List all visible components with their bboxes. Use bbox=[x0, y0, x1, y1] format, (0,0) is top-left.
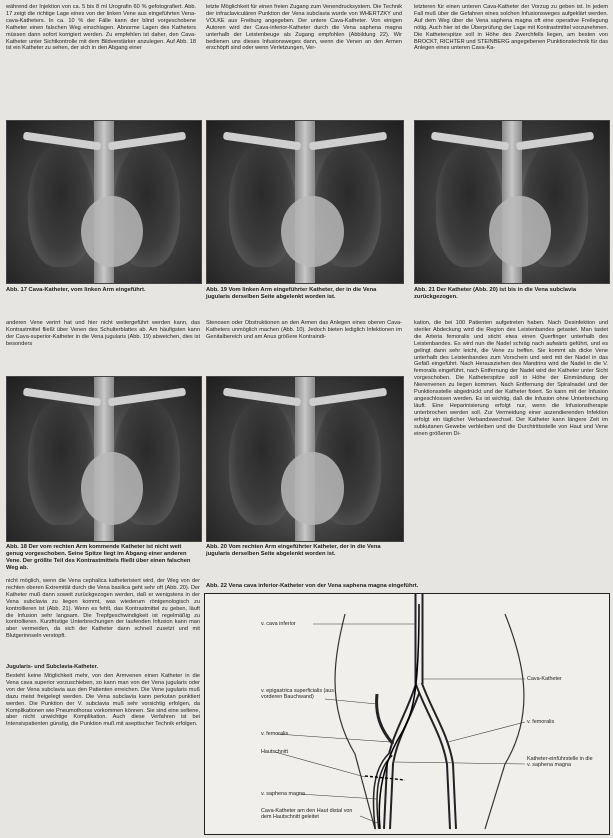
column1-top-text: während der Injektion von ca. 5 bis 8 ml Urografin 60 % gefotografiert. Abb. 17 zeigt die richtige Lage eines von der linken Vene aus eingeführten Vena-cava-Katheters. In ca. 10 % der Fälle kann der blind vorgeschobene Katheter einen falschen Weg einschlagen. Abnorme Lagen des Katheters müssen dann sofort korrigiert werden. Zu empfehlen ist daher, den Cava-Katheter unter Sichtkontrolle mit dem Bildverstärker anzulegen. Auf Abb. 18 ist ein Katheter zu sehen, der sich in den Abgang einer bbox=[6, 4, 196, 52]
label-saphena: v. saphena magna bbox=[261, 791, 305, 797]
label-hautschnitt: Hautschnitt bbox=[261, 749, 288, 755]
xray-image-abb19 bbox=[206, 120, 404, 284]
caption-abb20: Abb. 20 Vom rechten Arm eingeführter Katheter, der in die Vena jugularis derselben Seite abgelenkt worden ist. bbox=[206, 544, 381, 557]
column3-long-text: kation, die bei 100 Patienten aufgetreten haben. Nach Desinfektion und steriler Abdeckung wird die Region des Leistenbandes getastet. Man tastet die Arteria femoralis und sticht etwa einen Querfinger unterhalb des Leistenbandes. Es wird nun die Nadel schräg nach aufwärts geführt, und es gelingt dann sehr leicht, die Vene zu treffen. Sie kommt als dicke Vene unterhalb des Leistenbandes zum Vorschein und wird mit der Nadel in das Gefäß eingeführt. Nach Herausziehen des Mandrins wird die Nadel in die V. femoralis eingeführt, nach Entfernung der Nadel wird der Katheter unter Sicht vorgeschoben. Die Katheterspitze soll in Höhe der Einmündung der Nierenvenen zu liegen kommen. Nach Entfernung der Spiralnadel und der Punktionsstelle abgedrückt und der Katheter fixiert. So kann mit der Infusion angeschlossen werden. Es ist wichtig, daß die Infusion ohne Unterbrechung läuft. Eine Heparinisierung erfolgt nur, wenn die Infusionstherapie unterbrochen werden soll. Zur Vermeidung einer aszendierenden Infektion erfolgt ein täglicher Verbandswechsel. Der Katheter kann längere Zeit im subkutanen Gewebe verbleiben und die Durchtrittsstelle von Haut und Vene einen größeren Di- bbox=[414, 320, 608, 437]
xray-image-abb17 bbox=[6, 120, 202, 284]
label-fixiert: Cava-Katheter am den Haut distal von dem Hautschnitt geleitet bbox=[261, 808, 353, 821]
label-femoralis: v. femoralis bbox=[261, 731, 289, 737]
caption-abb18: Abb. 18 Der vom rechten Arm kommende Katheter ist nicht weit genug vorgeschoben. Seine Spitze liegt im Abgang einer anderen Vene. Der größte Teil des Kontrastmittels fließt über einen falschen Weg ab. bbox=[6, 544, 191, 571]
vein-diagram-svg bbox=[205, 594, 609, 834]
xray-image-abb20 bbox=[206, 376, 404, 542]
column1-bottom-text: nicht möglich, wenn die Vena cephalica katheterisiert wird, der Weg von der rechten oberen Extremität durch die Vena basilica geht sehr oft (Abb. 20). Der Katheter muß dann soweit zurückgezogen werden, daß er wenigstens in der Vena subclavia zu liegen kommt, was wiederum röntgenologisch zu kontrollieren ist (Abb. 21). Wenn es fehlt, das Kontrastmittel zu geben, läuft die Infusion sehr langsam. Die Trepfgeschwindigkeit ist regelmäßig zu kontrollieren. Kurzfristige Unterbrechungen der laufenden Infusion kann man aber vermeiden, da sich der Katheter dann schnell zusetzt und mit Blutgerinnseln verstopft. bbox=[6, 578, 200, 640]
caption-abb22: Abb. 22 Vena cava inferior-Katheter von der Vena saphena magna eingeführt. bbox=[206, 583, 419, 589]
column2-mid-text: Stenosen oder Obstruktionen an den Armen das Anlegen eines oberen Cava-Katheters unmöglich machen (Abb. 10). Jedoch bieten lediglich Infektionen im Genitalbereich und am Anus größere Kontraindi- bbox=[206, 320, 402, 340]
xray-image-abb21 bbox=[414, 120, 610, 284]
label-cava-katheter: Cava-Katheter bbox=[527, 676, 562, 682]
column2-top-text: letzte Möglichkeit für einen freien Zugang zum Venendrucksystem. Die Technik der infraclaviculären Punktion der Vena subclavia wurde von WHERTZKY und VOLKE aus Freiburg angegeben. Der untere Cava-Katheter. Von einigen Autoren wird der Cava-inferior-Katheter durch die Vena saphena magna unterhalb der Leistenbeuge als Zugang empfohlen (Abbildung 22). Wir bedienen uns dieses Infusionsweges dann, wenn die Venen an den Armen erschöpft sind oder wenn Verletzungen, Ver- bbox=[206, 4, 402, 52]
column3-top-text: letzteren für einen unteren Cava-Katheter der Vorzug zu geben ist. In jedem Fall muß über die Gefahren eines solchen Infusionsweges aufgeklärt werden. Auf dem Weg über die Vena saphena magna oft eine operative Freilegung nötig. Auch hier ist die Überprüfung der Lage mit Kontrastmittel vorzunehmen. Die Katheterspitze soll in Höhe des Zwerchfells liegen, am besten von BROCKT, RICHTER und STEINBERG angegebenen Punktionstechnik für das Anlegen eines unteren Cava-Ka- bbox=[414, 4, 608, 52]
label-katheter-einfuehrstelle: Katheter-einführstelle in die v. saphena magna bbox=[527, 756, 593, 769]
caption-abb17: Abb. 17 Cava-Katheter, vom linken Arm eingeführt. bbox=[6, 287, 146, 293]
column1-heading: Jugularis- und Subclavia-Katheter. bbox=[6, 664, 99, 670]
anatomical-diagram-abb22 bbox=[204, 593, 610, 835]
hautschnitt-mark bbox=[365, 776, 405, 780]
label-epigastrica: v. epigastrica superficialis (aus vorderen Bauchwand) bbox=[261, 688, 335, 701]
body-outline-right bbox=[485, 614, 524, 829]
caption-abb19: Abb. 19 Vom linken Arm eingeführter Katheter, der in die Vena jugularis derselben Seite abgelenkt worden ist. bbox=[206, 287, 377, 300]
vena-epigastrica-shape bbox=[377, 694, 393, 744]
label-vena-cava-right: v. femoralis bbox=[527, 719, 555, 725]
column1-last-text: Besteht keine Möglichkeit mehr, von den Armvenen einen Katheter in die Vena cava superior vorzuschieben, so kann man von der Vena jugularis oder von der Vena subclavia aus den Patienten erreichen. Die Vene jugularis muß dazu meist freigelegt werden. Die Vena subclavia kann perkutan punktiert werden. Die Punktion der V. subclavia muß sehr vorsichtig erfolgen, da Komplikationen wie Pneumothorax vorkommen können. Sie sind eine seltene, aber nicht unwichtige Komplikation. Auch diese Verfahren ist bei Intensivpatienten günstig, die Punktion muß mit aseptischer Technik erfolgen. bbox=[6, 673, 200, 728]
xray-image-abb18 bbox=[6, 376, 202, 542]
caption-abb21: Abb. 21 Der Katheter (Abb. 20) ist bis in die Vena subclavia zurückgezogen. bbox=[414, 287, 577, 300]
label-cava-inferior: v. cava inferior bbox=[261, 621, 296, 627]
column1-mid-text: anderen Vene verirrt hat und hier nicht weitergeführt werden kann, das Kontrastmittel fließt über Venen des Schulterblattes ab. Am häufigsten kann der Cava-superior-Katheter in die Vena jugularis (Abb. 19) abweichen, dies ist besonders bbox=[6, 320, 200, 347]
